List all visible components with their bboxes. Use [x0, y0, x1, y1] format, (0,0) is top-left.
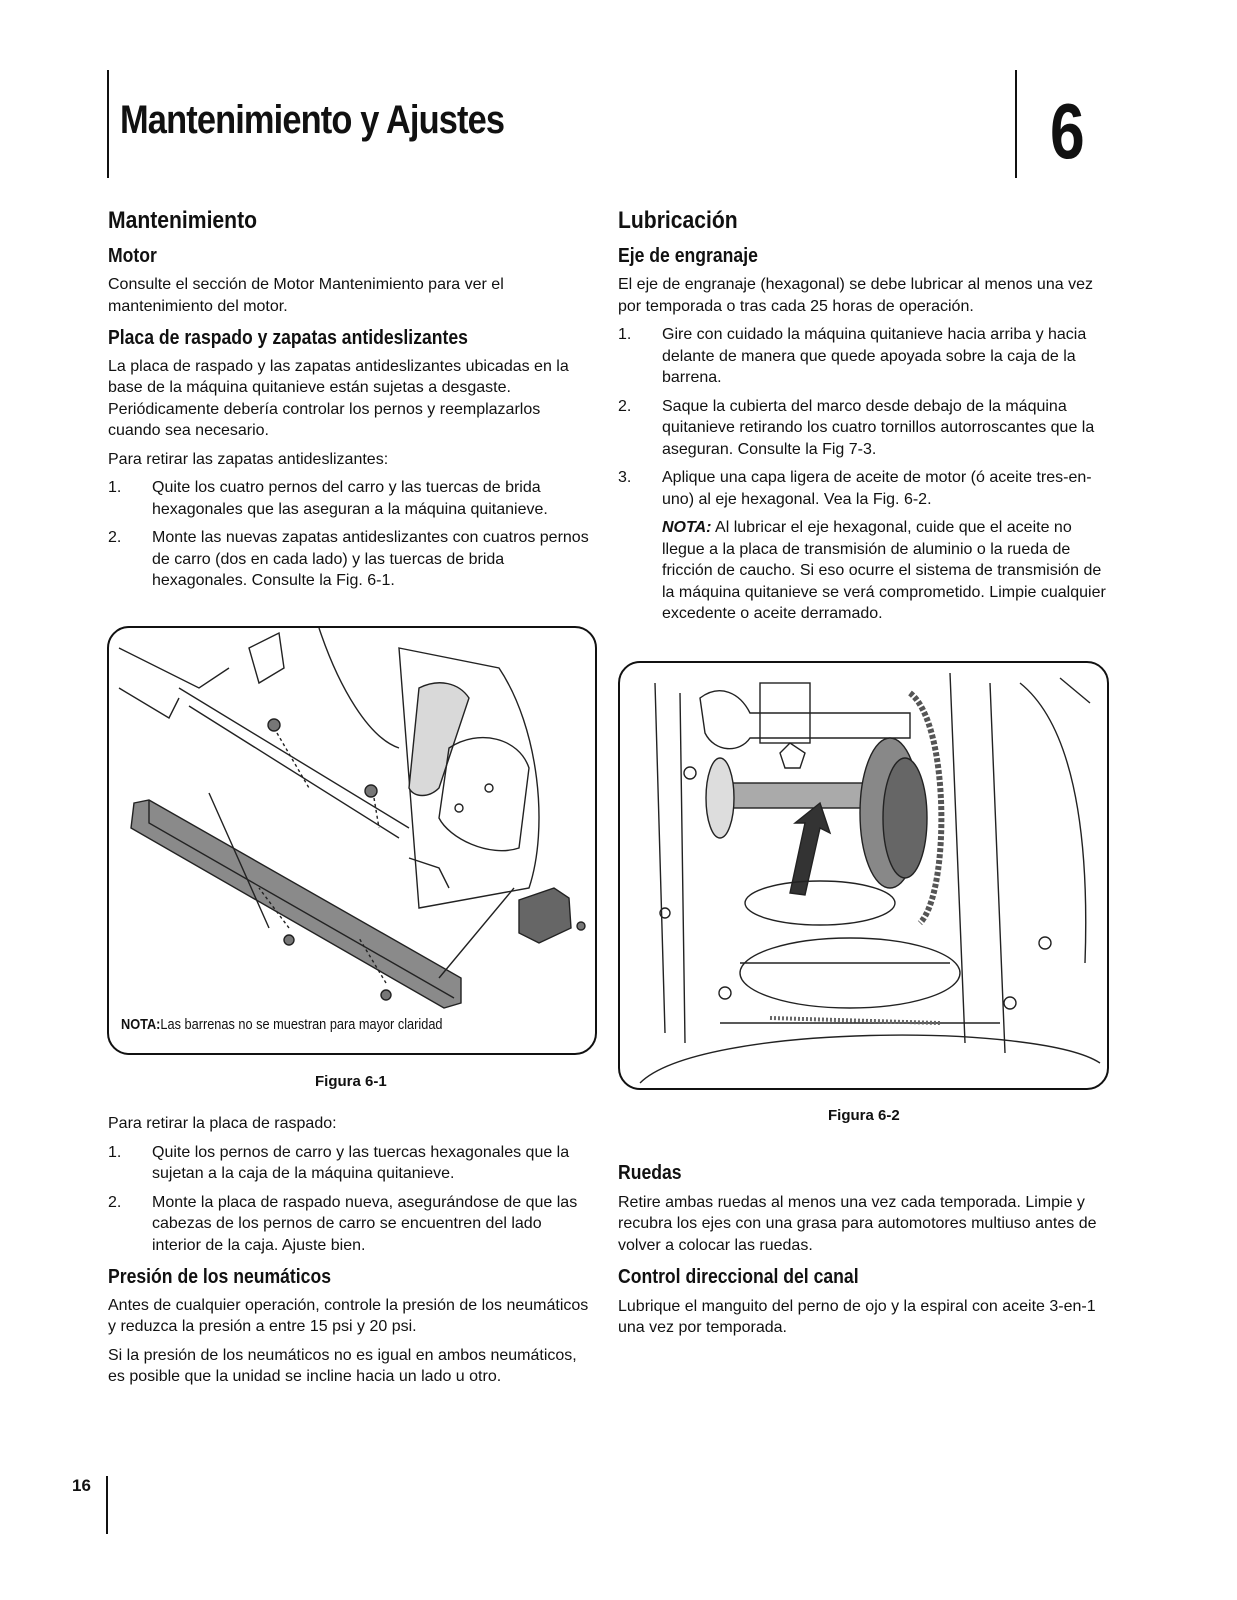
list-item: 2. Monte las nuevas zapatas antideslizantes con cuatros pernos de carro (dos en cada lado) y las tuercas de brida hexagonales. Consulte la Fig. 6-1.: [108, 529, 589, 589]
chapter-number: 6: [1050, 87, 1085, 175]
para-retirar-placa: Para retirar la placa de raspado:: [108, 1115, 337, 1132]
right-column: [618, 207, 1108, 625]
heading-control: Control direccional del canal: [618, 1266, 859, 1288]
left-column-lower: [108, 1113, 593, 1388]
para-placa: La placa de raspado y las zapatas antideslizantes ubicadas en la base de la máquina quitanieve están sujetas a desgaste. Periódicamente debería controlar los pernos y reemplazarlos cuando sea necesario.: [108, 357, 569, 439]
heading-mantenimiento: Mantenimiento: [108, 207, 258, 234]
page-title: Mantenimiento y Ajustes: [120, 98, 505, 142]
heading-presion: Presión de los neumáticos: [108, 1266, 332, 1288]
left-column: [108, 207, 593, 592]
figure-6-1-note: NOTA:Las barrenas no se muestran para mayor claridad: [121, 1016, 443, 1033]
heading-motor: Motor: [108, 244, 157, 267]
list-item: 1. Gire con cuidado la máquina quitanieve hacia arriba y hacia delante de manera que quede apoyada sobre la caja de la barrena.: [618, 326, 1087, 386]
scraper-bar-illustration: [109, 628, 595, 1053]
heading-lubricacion: Lubricación: [618, 207, 738, 234]
page-number: 16: [72, 1476, 91, 1495]
list-item: 2. Saque la cubierta del marco desde debajo de la máquina quitanieve retirando los cuatro tornillos autorroscantes que la aseguran. Consulte la Fig 7-3.: [618, 397, 1095, 458]
right-column-lower: [618, 1163, 1108, 1339]
para-retirar-zapatas: Para retirar las zapatas antideslizantes:: [108, 450, 389, 468]
header-left-rule: [107, 70, 109, 178]
list-item: 1. Quite los pernos de carro y las tuercas hexagonales que la sujetan a la caja de la máquina quitanieve.: [108, 1143, 570, 1182]
para-control: Lubrique el manguito del perno de ojo y la espiral con aceite 3-en-1 una vez por temporada.: [618, 1297, 1096, 1336]
list-lubricacion: [618, 324, 1108, 625]
figure-6-2-caption: Figura 6-2: [828, 1107, 900, 1124]
gear-shaft-illustration: [620, 663, 1107, 1088]
para-motor: Consulte el sección de Motor Mantenimiento para ver el mantenimiento del motor.: [108, 276, 504, 315]
footer-rule: [106, 1476, 108, 1534]
figure-6-1: [107, 626, 597, 1055]
para-ruedas: Retire ambas ruedas al menos una vez cada temporada. Limpie y recubra los ejes con una grasa para automotores multiuso antes de volver a colocar las ruedas.: [618, 1193, 1097, 1254]
figure-6-1-caption: Figura 6-1: [315, 1073, 387, 1090]
list-placa: [108, 1142, 593, 1257]
para-eje: El eje de engranaje (hexagonal) se debe lubricar al menos una vez por temporada o tras cada 25 horas de operación.: [618, 276, 1093, 315]
header-right-rule: [1015, 70, 1017, 178]
para-presion-2: Si la presión de los neumáticos no es igual en ambos neumáticos, es posible que la unidad se incline hacia un lado u otro.: [108, 1346, 577, 1385]
para-presion-1: Antes de cualquier operación, controle la presión de los neumáticos y reduzca la presión a entre 15 psi y 20 psi.: [108, 1296, 589, 1335]
figure-6-2: [618, 661, 1109, 1090]
list-item: 1. Quite los cuatro pernos del carro y las tuercas de brida hexagonales que las aseguran a la máquina quitanieve.: [108, 479, 548, 518]
list-item: 2. Monte la placa de raspado nueva, asegurándose de que las cabezas de los pernos de carro se encuentren del lado interior de la caja. Ajuste bien.: [108, 1193, 578, 1254]
heading-ruedas: Ruedas: [618, 1162, 682, 1184]
heading-placa: Placa de raspado y zapatas antideslizantes: [108, 327, 468, 349]
list-zapatas: [108, 477, 593, 592]
nota-lubricacion: NOTA: Al lubricar el eje hexagonal, cuide que el aceite no llegue a la placa de transmisión de aluminio o la rueda de fricción de caucho. Si eso ocurre el sistema de transmisión de la máquina quitanieve se verá comprometido. Limpie cualquier excedente o aceite derramado.: [662, 519, 1106, 622]
heading-eje: Eje de engranaje: [618, 244, 758, 267]
list-item: 3. Aplique una capa ligera de aceite de motor (ó aceite tres-en-uno) al eje hexagonal. Vea la Fig. 6-2.: [618, 469, 1092, 508]
